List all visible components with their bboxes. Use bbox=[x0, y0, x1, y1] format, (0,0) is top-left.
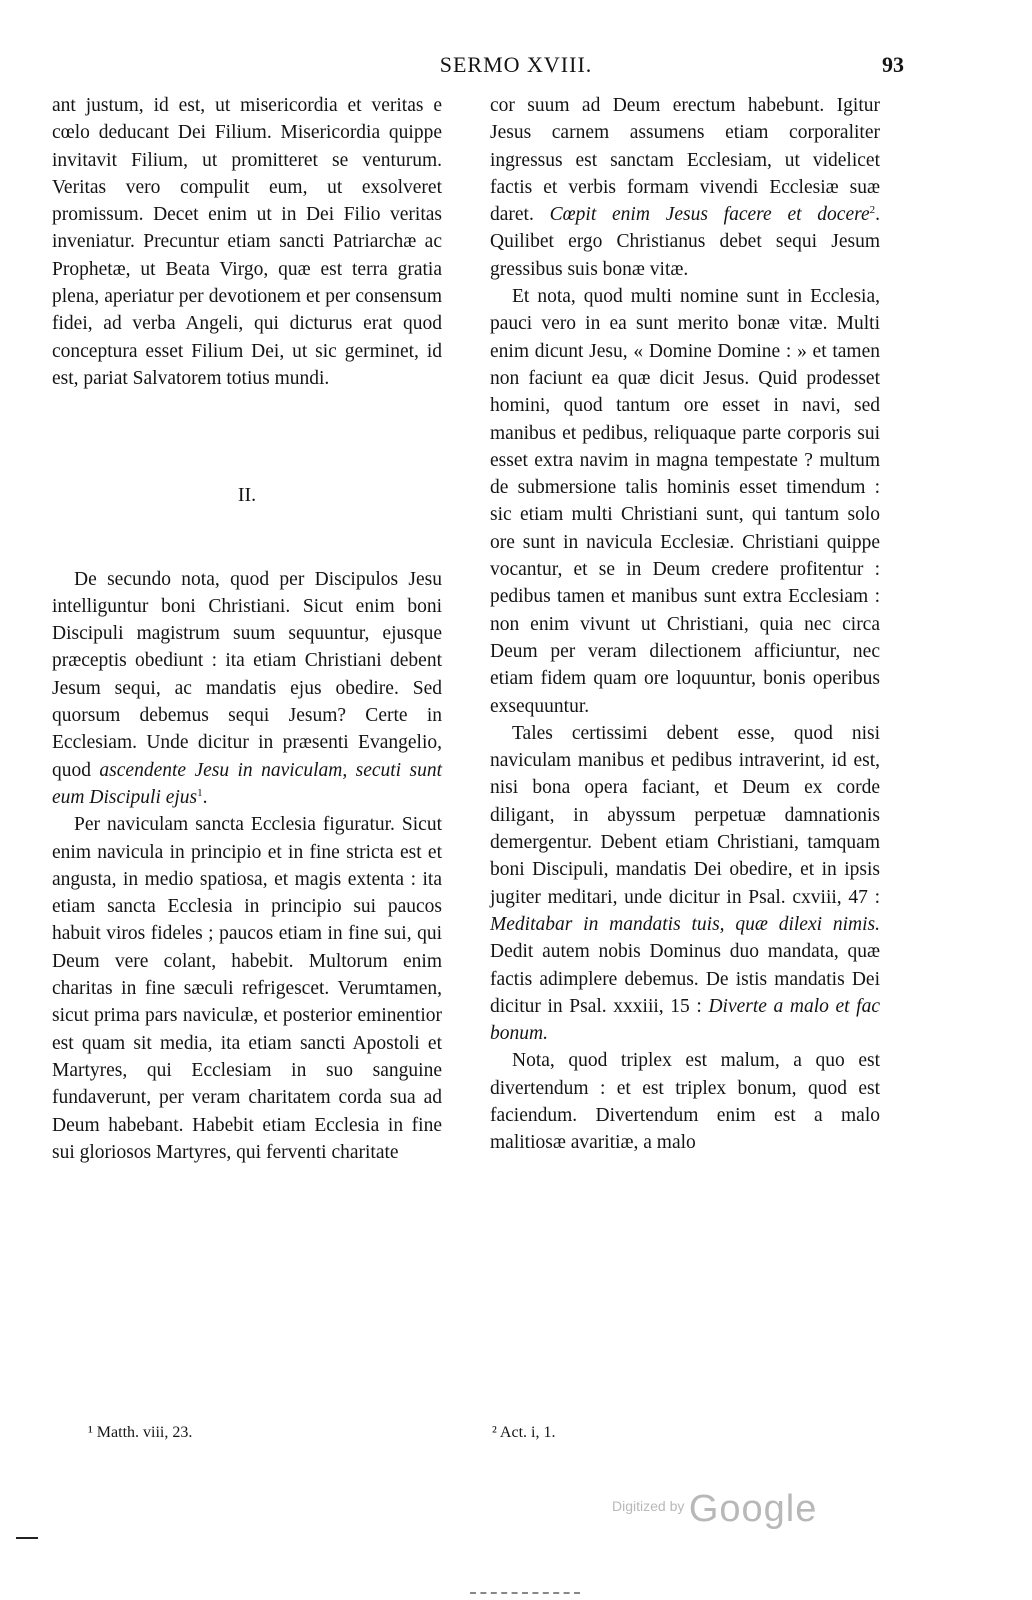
right-paragraph-3-italic-2: Diverte a malo et fac bonum. bbox=[490, 995, 881, 1045]
bottom-scan-mark bbox=[470, 1592, 580, 1597]
left-paragraph-2-italic: ascendente Jesu in naviculam, secuti sunt eum Discipuli ejus bbox=[52, 759, 443, 808]
left-paragraph-2-end: . bbox=[202, 786, 208, 808]
footnote-ref-2[interactable]: 2 bbox=[869, 204, 876, 217]
watermark-prefix: Digitized by bbox=[612, 1498, 685, 1514]
header-title: SERMO XVIII. bbox=[439, 52, 593, 77]
right-paragraph-2: Et nota, quod multi nomine sunt in Ecclesia, pauci vero in ea sunt merito bonæ vitæ. Multi enim dicunt Jesu, « Domine Domine : » et tamen non faciunt ea quæ dicit Jesus. Quid prodesset homini, quod tantum ore esset in navi, sed manibus et pedibus, reliquaque parte corporis sui esset extra navim in magna tempestate ? multum de submersione talis hominis esset timendum : sic etiam multi Christiani sunt, qui tantum solo ore sunt in navicula Ecclesiæ. Christiani quippe vocantur, et se in Deum credere profitentur : pedibus tamen et manibus sunt extra Ecclesiam : non enim vivunt ut Christiani, quia nec circa Deum per veram dilectionem afficiuntur, nec etiam fidem quam ore loquuntur, bonis operibus exsequuntur. bbox=[490, 286, 880, 717]
right-paragraph-1-italic: Cœpit enim Jesus facere et docere bbox=[549, 204, 870, 226]
right-paragraph-3-a: Tales certissimi debent esse, quod nisi naviculam manibus et pedibus intraverint, id est, nisi bona opera faciant, et Deum ex corde diligant, in abyssum perpetuæ damnationis demergentur. Debent etiam Christiani, tamquam boni Discipuli, mandatis Dei obedire, et in ipsis jugiter meditari, unde dicitur in Psal. cxviii, 47 : bbox=[490, 722, 880, 908]
section-numeral: II. bbox=[237, 484, 257, 507]
left-paragraph-2 bbox=[52, 566, 442, 812]
right-paragraph-3 bbox=[490, 720, 880, 1048]
page-number: 93 bbox=[882, 52, 904, 77]
right-column bbox=[490, 92, 880, 1157]
right-paragraph-1 bbox=[490, 92, 880, 283]
left-paragraph-2-text: De secundo nota, quod per Discipulos Jesu intelliguntur boni Christiani. Sicut enim boni Discipuli magistrum suum sequuntur, ejusque præceptis obediunt : ita etiam Christiani debent Jesum sequi, ac mandatis ejus obedire. Sed quorsum debemus sequi Jesum? Certe in Ecclesiam. Unde dicitur in præsenti Evangelio, quod bbox=[52, 568, 442, 781]
right-paragraph-1-b: . Quilibet ergo Christianus debet sequi Jesum gressibus suis bonæ vitæ. bbox=[490, 204, 880, 280]
margin-dash bbox=[16, 1537, 38, 1539]
right-paragraph-3-italic-1: Meditabar in mandatis tuis, quæ dilexi nimis. bbox=[490, 913, 880, 935]
left-paragraph-1: ant justum, id est, ut misericordia et veritas e cœlo deducant Dei Filium. Misericordia quippe invitavit Filium, ut promitteret se venturum. Veritas vero compulit eum, ut exsolveret promissum. Decet enim ut in Dei Filio veritas inveniatur. Precuntur etiam sancti Patriarchæ ac Prophetæ, ut Beata Virgo, quæ est terra gratia plena, aperiatur per devotionem et per consensum fidei, ad verba Angeli, qui dicturus erat quod conceptura esset Filium Dei, ut sic germinet, id est, pariat Salvatorem totius mundi. bbox=[52, 95, 442, 389]
right-paragraph-3-b: Dedit autem nobis Dominus duo mandata, quæ factis adimplere debemus. De istis mandatis Dei dicitur in Psal. xxxiii, 15 : bbox=[490, 941, 880, 1017]
google-watermark bbox=[612, 1488, 817, 1531]
footnote-left: ¹ Matth. viii, 23. bbox=[88, 1424, 193, 1441]
right-paragraph-4: Nota, quod triplex est malum, a quo est divertendum : et est triplex bonum, quod est faciendum. Divertendum enim est a malo malitiosæ avaritiæ, a malo bbox=[490, 1050, 880, 1154]
left-column bbox=[52, 92, 442, 1166]
footnote-ref-1[interactable]: 1 bbox=[197, 786, 203, 799]
right-paragraph-1-a: cor suum ad Deum erectum habebunt. Igitur Jesus carnem assumens etiam corporaliter ingressus est sanctam Ecclesiam, ut videlicet factis et verbis formam vivendi Ecclesiæ suæ daret. bbox=[490, 95, 880, 226]
google-logo: Google bbox=[688, 1488, 818, 1530]
left-paragraph-3: Per naviculam sancta Ecclesia figuratur. Sicut enim navicula in principio et in fine stricta est et angusta, in medio spatiosa, et magis extenta : ita etiam sancta Ecclesia in principio sui paucos habuit viros fideles ; paucos etiam in fine sui, qui Deum vere colant, habebit. Multorum enim charitas in fine sæculi refrigescet. Verumtamen, sicut prima pars naviculæ, et posterior eminentior est quam sit media, ita etiam sancti Apostoli et Martyres, qui Ecclesiam in suo sanguine fundaverunt, per veram charitatem corda sua ad Deum habebant. Habebit etiam Ecclesia in fine sui gloriosos Martyres, qui ferventi charitate bbox=[52, 814, 442, 1163]
footnote-right: ² Act. i, 1. bbox=[492, 1424, 556, 1441]
